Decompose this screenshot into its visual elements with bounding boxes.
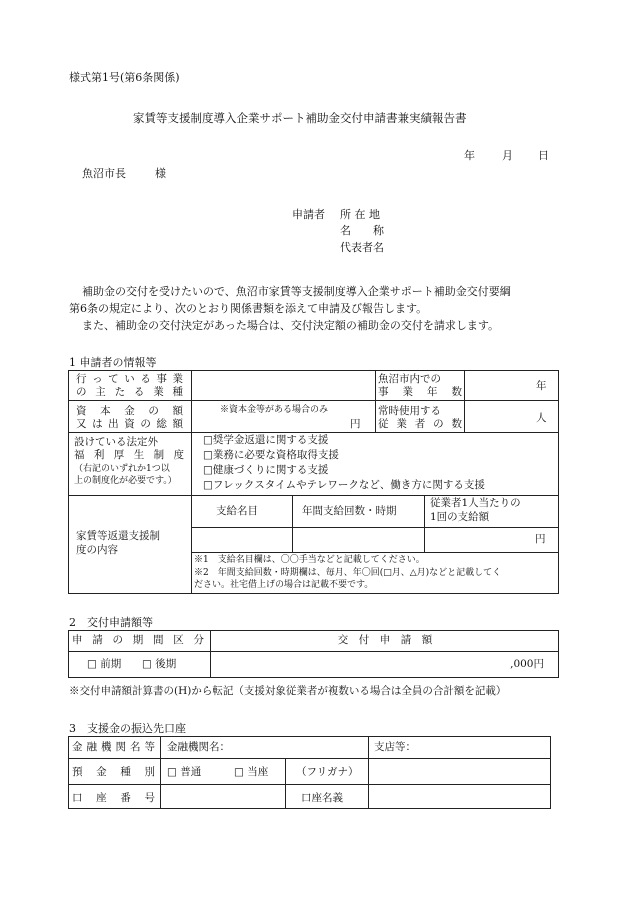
account-number-label: 口座番号 [72,792,155,804]
amount-transfer-note: ※交付申請額計算書の(H)から転記（支援対象従業者が複数いる場合は全員の合計額を記載） [69,685,507,697]
employees-label-2: 従業者の数 [378,418,462,430]
col-frequency: 年間支給回数・時期 [302,505,397,517]
col-amount-2: 1回の支給額 [430,511,490,523]
welfare-option-work-style[interactable]: □フレックスタイムやテレワークなど、働き方に関する支援 [203,479,485,491]
welfare-option-qualification[interactable]: □業務に必要な資格取得支援 [203,449,339,461]
welfare-label-1: 設けている法定外 [74,436,158,448]
application-amount-value[interactable]: ,000円 [510,658,544,670]
body-paragraph-2: また、補助金の交付決定があった場合は、交付決定額の補助金の交付を請求します。 [82,319,500,332]
body-paragraph-1-line-2: 第6条の規定により、次のとおり関係書類を添えて申請及び報告します。 [69,302,428,315]
capital-unit: 円 [350,418,361,430]
applicant-representative-label: 代表者名 [340,241,384,254]
period-first-checkbox[interactable]: □ 前期 [87,658,122,670]
table-divider [68,495,559,496]
furigana-label: （フリガナ） [296,766,359,778]
capital-label-2: 又は出資の総額 [76,418,183,430]
welfare-note-2: 上の制度化が必要です。） [74,476,177,486]
business-input[interactable] [192,371,374,400]
allowance-name-input[interactable] [192,528,292,552]
deposit-type-normal-checkbox[interactable]: □ 普通 [167,766,202,778]
form-number: 様式第1号(第6条関係) [69,71,180,84]
period-header: 申請の期間区分 [72,634,204,646]
account-name-input[interactable] [369,785,550,808]
rent-support-label-1: 家賃等返還支援制 [76,530,160,542]
table-divider [68,651,559,652]
period-second-checkbox[interactable]: □ 後期 [142,658,177,670]
note-1: ※1 支給名目欄は、〇〇手当などと記載してください。 [194,555,425,565]
capital-label-1: 資本金の額 [76,405,183,417]
branch-label: 支店等： [374,741,416,753]
recipient: 魚沼市長 [82,167,126,180]
col-allowance-name: 支給名目 [216,505,258,517]
col-amount-1: 従業者1人当たりの [430,497,521,509]
recipient-honorific: 様 [155,167,166,180]
business-label-1: 行っている事業 [76,373,183,385]
years-unit: 年 [536,380,547,392]
date-day-label: 日 [538,149,549,162]
section1-heading: 1 申請者の情報等 [69,356,157,369]
welfare-note-1: （右記のいずれか1つ以 [74,464,170,474]
note-2-line-2: ださい。社宅借上げの場合は記載不要です。 [194,580,374,590]
note-2-line-1: ※2 年間支給回数・時期欄は、毎月、年〇回(□月、△月)などと記載してく [194,568,502,578]
table-divider [285,759,286,809]
employees-unit: 人 [536,412,547,424]
amount-unit: 円 [535,533,546,545]
applicant-name-label: 名 称 [340,224,384,237]
capital-note: ※資本金等がある場合のみ [220,405,329,415]
rent-support-label-2: 度の内容 [76,544,118,556]
body-paragraph-1-line-1: 補助金の交付を受けたいので、魚沼市家賃等支援制度導入企業サポート補助金交付要綱 [82,285,511,298]
bank-label: 金融機関名等 [72,741,155,753]
years-label-2: 事業年数 [378,386,462,398]
table-divider [191,552,559,553]
table-divider [68,758,551,759]
table-divider [68,432,559,433]
frequency-input[interactable] [293,528,424,552]
section3-heading: 3 支援金の振込先口座 [69,722,186,735]
amount-header: 交 付 申 請 額 [337,634,433,646]
account-number-input[interactable] [161,785,285,808]
welfare-label-2: 福利厚生制度 [74,449,184,461]
date-month-label: 月 [502,149,513,162]
table-divider [375,370,376,433]
page-title: 家賃等支援制度導入企業サポート補助金交付申請書兼実績報告書 [133,111,467,125]
account-name-label: 口座名義 [301,792,343,804]
deposit-type-current-checkbox[interactable]: □ 当座 [234,766,269,778]
welfare-option-scholarship[interactable]: □奨学金返還に関する支援 [203,434,329,446]
date-year-label: 年 [464,149,475,162]
deposit-type-label: 預金種別 [72,766,155,778]
welfare-option-health[interactable]: □健康づくりに関する支援 [203,464,329,476]
business-label-2: の主たる業種 [76,386,183,398]
applicant-address-label: 所 在 地 [340,208,380,221]
employees-label-1: 常時使用する [378,405,441,417]
years-label-1: 魚沼市内での [378,373,441,385]
section2-heading: 2 交付申請額等 [69,616,153,629]
applicant-label: 申請者 [292,208,325,221]
bank-name-label: 金融機関名： [167,741,230,753]
